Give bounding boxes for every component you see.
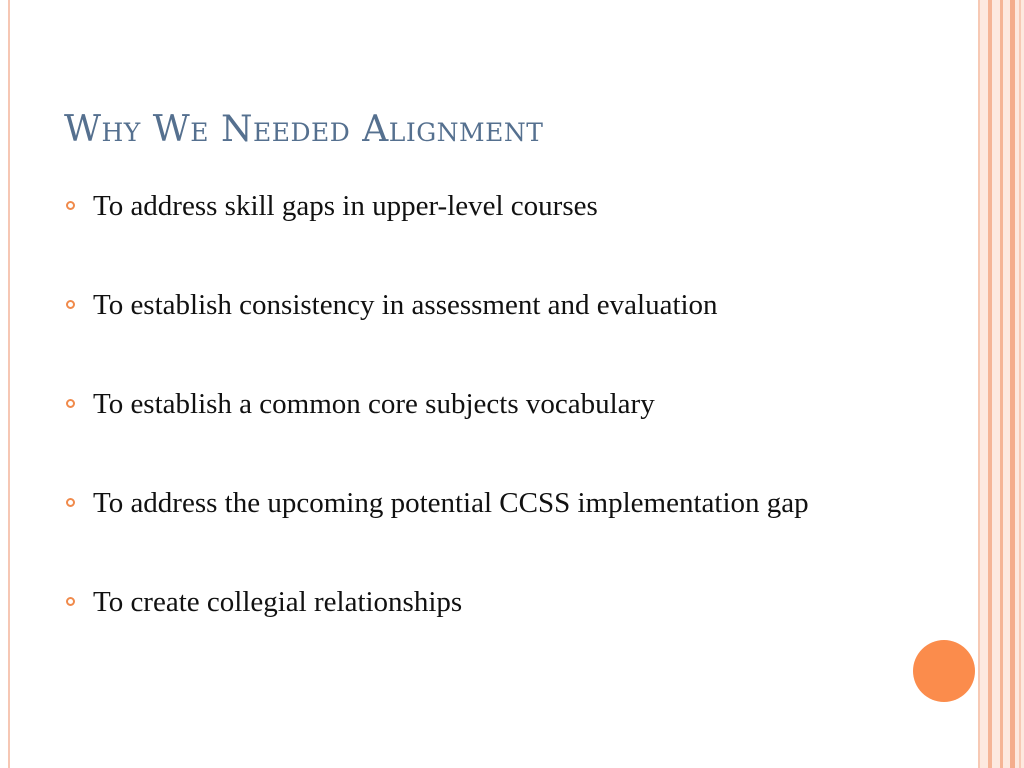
bullet-item [64,483,884,523]
bullet-text: To address the upcoming potential CCSS implementation gap [93,487,809,519]
bullet-icon [66,201,75,210]
bullet-item [64,582,884,622]
bullet-item [64,285,884,325]
bullet-icon [66,300,75,309]
bullet-icon [66,399,75,408]
bullet-icon [66,498,75,507]
decorative-stripe [1000,0,1003,768]
decorative-stripe [1019,0,1021,768]
decorative-stripe [978,0,980,768]
decorative-stripe [1010,0,1015,768]
left-border-rule [8,0,10,768]
bullet-text: To establish a common core subjects vocabulary [93,388,655,420]
bullet-text: To address skill gaps in upper-level courses [93,190,598,222]
bullet-text: To create collegial relationships [93,586,463,618]
bullet-icon [66,597,75,606]
orange-circle-decoration [913,640,975,702]
decorative-stripe [988,0,992,768]
bullet-list [64,186,884,622]
slide-title: Why We Needed Alignment [64,109,544,150]
bullet-item [64,384,884,424]
bullet-item [64,186,884,226]
bullet-text: To establish consistency in assessment and evaluation [93,289,718,321]
